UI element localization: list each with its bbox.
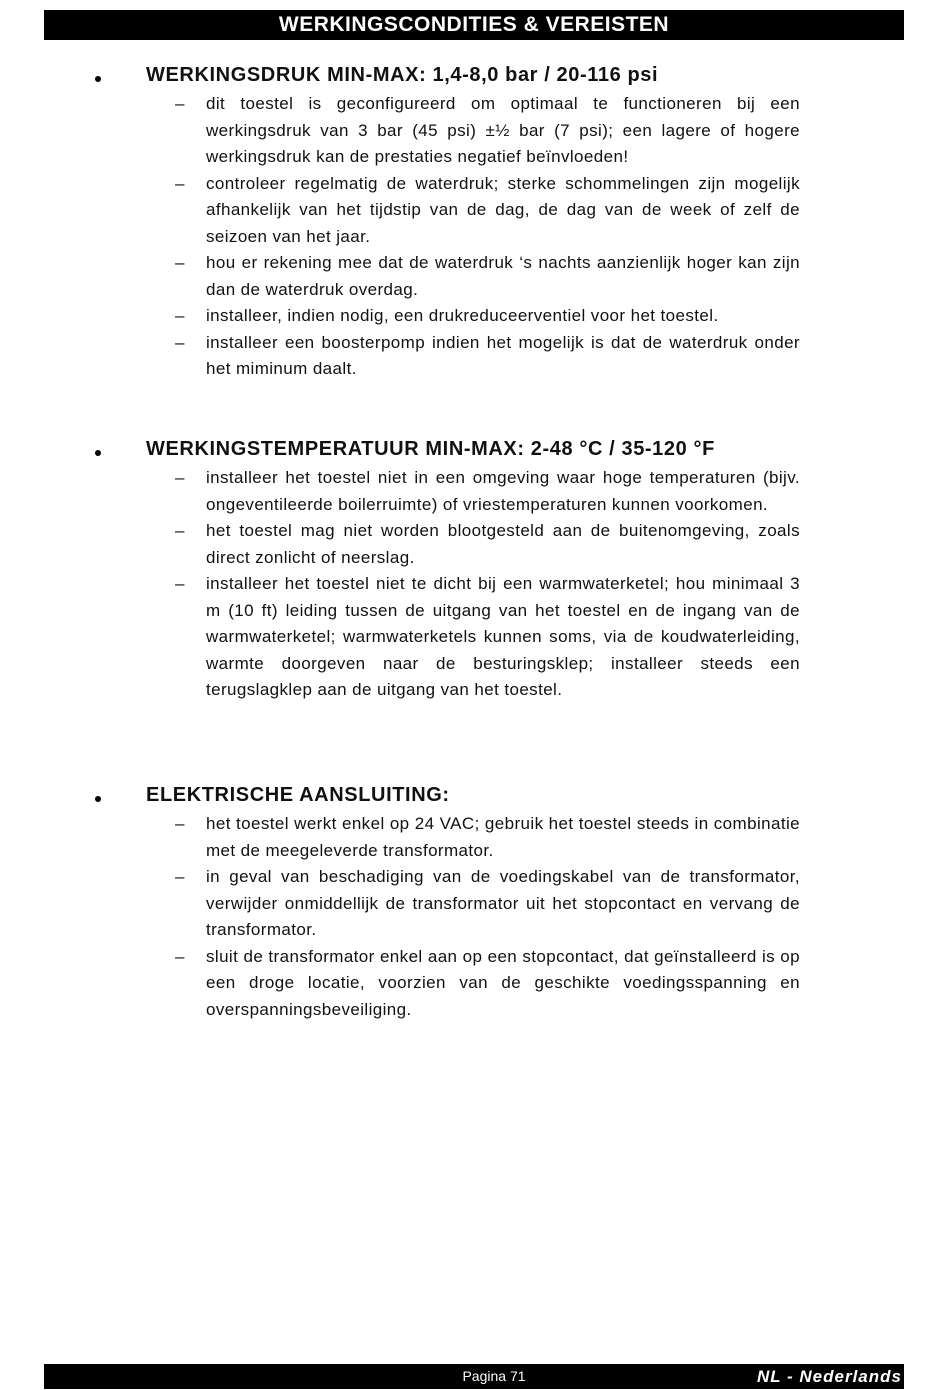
- bullet-icon: [93, 446, 103, 456]
- item-text: het toestel werkt enkel op 24 VAC; gebruik het toestel steeds in combinatie met de meegeleverde transformator.: [206, 814, 800, 860]
- list-item: [0, 91, 950, 171]
- item-text: installeer een boosterpomp indien het mogelijk is dat de waterdruk onder het miminum daalt.: [206, 332, 800, 378]
- dash-icon: –: [175, 946, 185, 966]
- page-header: [44, 10, 904, 40]
- list-item: [0, 811, 950, 864]
- item-text: controleer regelmatig de waterdruk; sterke schommelingen zijn mogelijk afhankelijk van het tijdstip van de dag, de dag van de week of zelf de seizoen van het jaar.: [206, 173, 800, 246]
- item-list: [0, 811, 950, 1023]
- dash-icon: –: [175, 574, 185, 593]
- dash-icon: –: [175, 867, 185, 886]
- item-text: in geval van beschadiging van de voedingskabel van de transformator, verwijder onmiddellijk de transformator uit het stopcontact en vervang de transformator.: [206, 867, 800, 939]
- list-item: [0, 518, 950, 571]
- page-number: Pagina 71: [462, 1368, 526, 1384]
- list-item: [0, 864, 950, 944]
- list-item: [0, 944, 950, 1024]
- page-footer: [44, 1364, 904, 1389]
- dash-icon: –: [175, 468, 185, 487]
- item-text: dit toestel is geconfigureerd om optimaal te functioneren bij een werkingsdruk van 3 bar (45 psi) ±½ bar (7 psi); een lagere of hogere werkingsdruk kan de prestaties negatief beïnvloeden!: [206, 94, 800, 166]
- dash-icon: –: [175, 173, 185, 193]
- list-item: [0, 303, 950, 330]
- list-item: [0, 465, 950, 518]
- section-title: ELEKTRISCHE AANSLUITING:: [146, 784, 450, 806]
- item-text: installeer het toestel niet te dicht bij een warmwaterketel; hou minimaal 3 m (10 ft) leiding tussen de uitgang van het toestel en de ingang van de warmwaterketel; warmwaterketels kunnen soms, via de koudwaterleiding, warmte doorgeven naar de besturingsklep; installeer steeds een terugslagklep aan de uitgang van het toestel.: [206, 574, 800, 699]
- item-text: het toestel mag niet worden blootgesteld aan de buitenomgeving, zoals direct zonlicht of neerslag.: [206, 521, 800, 567]
- dash-icon: –: [175, 332, 185, 352]
- dash-icon: –: [175, 253, 185, 272]
- item-list: [0, 91, 950, 383]
- item-text: hou er rekening mee dat de waterdruk ‘s nachts aanzienlijk hoger kan zijn dan de waterdruk overdag.: [206, 253, 800, 299]
- list-item: [0, 250, 950, 303]
- page-title: WERKINGSCONDITIES & VEREISTEN: [278, 13, 670, 36]
- item-text: installeer het toestel niet in een omgeving waar hoge temperaturen (bijv. ongeventileerde boilerruimte) of vriestemperaturen kunnen voorkomen.: [206, 468, 800, 514]
- bullet-icon: [93, 792, 103, 802]
- section-title: WERKINGSDRUK MIN-MAX: 1,4-8,0 bar / 20-116 psi: [146, 64, 659, 86]
- item-list: [0, 465, 950, 704]
- dash-icon: –: [175, 306, 185, 325]
- dash-icon: –: [175, 521, 185, 540]
- bullet-icon: [93, 72, 103, 82]
- list-item: [0, 571, 950, 704]
- dash-icon: –: [175, 94, 185, 113]
- list-item: [0, 171, 950, 251]
- section-title: WERKINGSTEMPERATUUR MIN-MAX: 2-48 °C / 35-120 °F: [146, 438, 715, 460]
- language-label: NL - Nederlands: [756, 1367, 902, 1386]
- dash-icon: –: [175, 814, 185, 833]
- item-text: sluit de transformator enkel aan op een stopcontact, dat geïnstalleerd is op een droge locatie, voorzien van de geschikte voedingsspanning en overspanningsbeveiliging.: [206, 946, 800, 1019]
- item-text: installeer, indien nodig, een drukreduceerventiel voor het toestel.: [206, 306, 719, 325]
- list-item: [0, 330, 950, 383]
